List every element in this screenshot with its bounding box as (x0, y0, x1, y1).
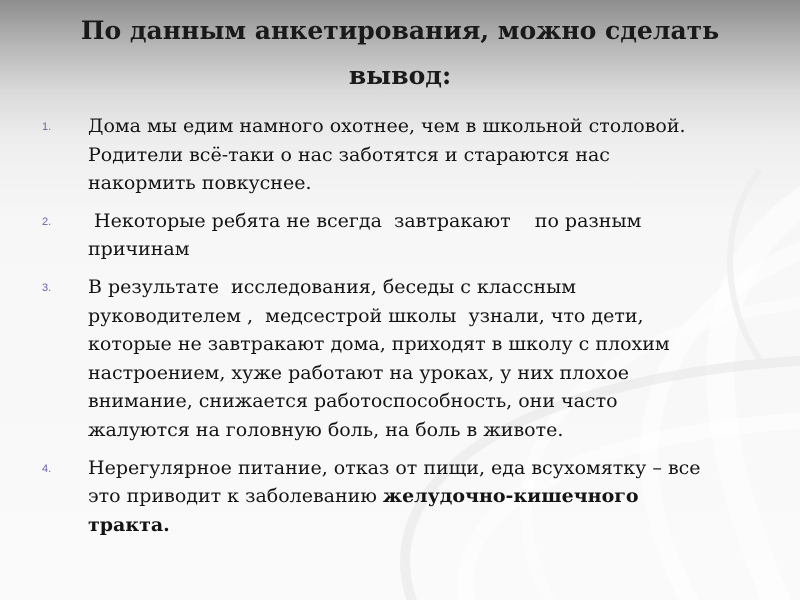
item-4-emphasis-gi-tract: желудочно-кишечного (382, 485, 639, 508)
item-4-line-2-prefix: это приводит к заболеванию (88, 485, 383, 508)
conclusions-list (42, 112, 762, 548)
item-3-line-3: которые не завтракают дома, приходят в школу с плохим (88, 333, 670, 356)
list-number-2: 2. (42, 215, 52, 228)
title-line-2: вывод: (348, 61, 452, 90)
item-2-line-2: причинам (88, 238, 190, 261)
item-4-line-1: Нерегулярное питание, отказ от пищи, еда всухомятку – все (88, 456, 701, 479)
item-4-line-2 (88, 482, 762, 511)
list-item-4 (42, 454, 762, 540)
item-4-line-3: тракта. (88, 513, 170, 536)
item-2-line-1: Некоторые ребята не всегда завтракают по разным (88, 209, 642, 232)
item-3-line-4: настроением, хуже работают на уроках, у них плохое (88, 361, 630, 384)
item-3-line-5: внимание, снижается работоспособность, они часто (88, 390, 618, 413)
item-3-line-6: жалуются на головную боль, на боль в животе. (88, 418, 564, 441)
list-number-1: 1. (42, 121, 52, 133)
slide-title (30, 8, 770, 98)
list-number-4: 4. (42, 462, 52, 475)
title-line-1: По данным анкетирования, можно сделать (80, 16, 720, 45)
item-1-line-1: Дома мы едим намного охотнее, чем в школьной столовой. (88, 115, 686, 137)
list-number-3: 3. (42, 281, 52, 294)
list-item-2 (42, 207, 762, 264)
item-1-line-2: Родители всё-таки о нас заботятся и стараются нас (88, 143, 610, 166)
item-1-line-3: накормить повкуснее. (88, 172, 312, 195)
list-item-3 (42, 273, 762, 445)
item-3-line-1: В результате исследования, беседы с классным (88, 275, 577, 298)
item-3-line-2: руководителем , медсестрой школы узнали, что дети, (88, 304, 644, 327)
list-item-1 (42, 112, 762, 198)
